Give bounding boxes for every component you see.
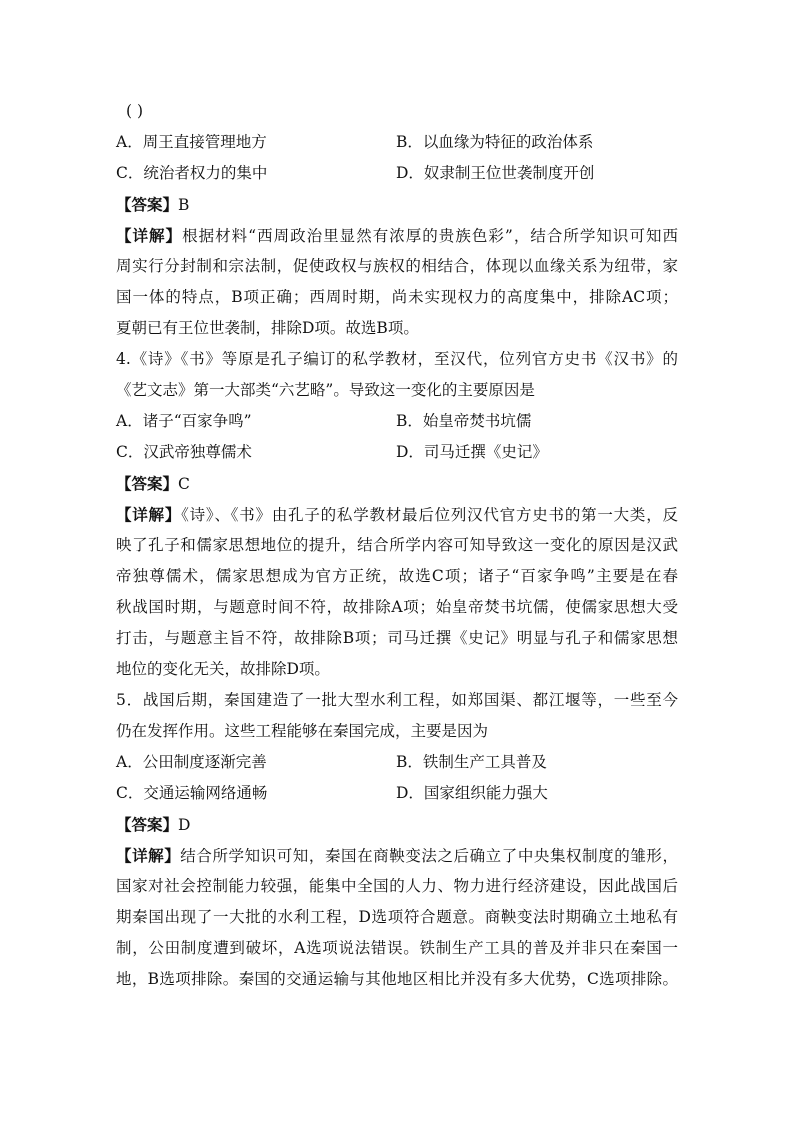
q4-detail-line-3: 帝独尊儒术，儒家思想成为官方正统，故选C项；诸子“百家争鸣”主要是在春 (116, 567, 678, 585)
q3-detail-line-3: 国一体的特点，B项正确；西周时期，尚未实现权力的高度集中，排除AC项； (116, 288, 678, 306)
q3-answer (116, 189, 678, 220)
q5-answer (116, 809, 678, 840)
detail-label: 【详解】 (116, 505, 182, 524)
q4-detail-line-6: 地位的变化无关，故排除D项。 (116, 660, 330, 678)
q5-detail-line-2: 国家对社会控制能力较强，能集中全国的人力、物力进行经济建设，因此战国后 (116, 877, 678, 895)
q4-option-c: C．汉武帝独尊儒术 (116, 443, 252, 461)
q4-stem-line-2: 《艺文志》第一大部类“六艺略”。导致这一变化的主要原因是 (116, 381, 535, 399)
q5-stem-line-1: 5．战国后期，秦国建造了一批大型水利工程，如郑国渠、都江堰等，一些至今 (116, 691, 678, 709)
q3-option-b: B．以血缘为特征的政治体系 (396, 133, 594, 151)
detail-label: 【详解】 (116, 226, 183, 245)
q4-answer (116, 468, 678, 499)
q3-detail-line-2: 周实行分封制和宗法制，促使政权与族权的相结合，体现以血缘关系为纽带，家 (116, 257, 678, 275)
q5-detail-line-3: 期秦国出现了一大批的水利工程，D选项符合题意。商鞅变法时期确立土地私有 (116, 908, 678, 926)
q5-option-c: C．交通运输网络通畅 (116, 784, 268, 802)
q5-detail-line-1: 【详解】结合所学知识可知，秦国在商鞅变法之后确立了中央集权制度的雏形， (116, 846, 678, 865)
q3-answer-parentheses: ( ) (126, 102, 144, 120)
q4-detail-line-2: 映了孔子和儒家思想地位的提升，结合所学内容可知导致这一变化的原因是汉武 (116, 536, 678, 554)
q3-option-a: A．周王直接管理地方 (116, 133, 267, 151)
q3-detail-line-4: 夏朝已有王位世袭制，排除D项。故选B项。 (116, 319, 419, 337)
q4-answer-value: C (178, 475, 190, 493)
q4-detail-line-4: 秋战国时期，与题意时间不符，故排除A项；始皇帝焚书坑儒，使儒家思想大受 (116, 598, 678, 616)
q5-stem-line-2: 仍在发挥作用。这些工程能够在秦国完成，主要是因为 (116, 722, 489, 740)
q5-detail-line-4: 制，公田制度遭到破坏，A选项说法错误。铁制生产工具的普及并非只在秦国一 (116, 939, 678, 957)
q5-answer-value: D (178, 816, 191, 834)
q3-options-row-1 (116, 127, 678, 158)
q5-options-row-2 (116, 778, 678, 809)
q4-detail-line-1: 【详解】《诗》、《书》由孔子的私学教材最后位列汉代官方史书的第一大类，反 (116, 505, 678, 524)
q5-options-row-1 (116, 747, 678, 778)
q5-option-b: B．铁制生产工具普及 (396, 753, 547, 771)
q3-option-d: D．奴隶制王位世袭制度开创 (396, 164, 595, 182)
answer-label: 【答案】 (116, 815, 179, 834)
q4-option-a: A．诸子“百家争鸣” (116, 412, 252, 430)
q4-stem-line-1: 4.《诗》《书》等原是孔子编订的私学教材，至汉代，位列官方史书《汉书》的 (116, 350, 678, 368)
q5-detail-line-5: 地，B选项排除。秦国的交通运输与其他地区相比并没有多大优势，C选项排除。 (116, 970, 678, 988)
q4-option-b: B．始皇帝焚书坑儒 (396, 412, 532, 430)
q3-detail-line-1: 【详解】根据材料“西周政治里显然有浓厚的贵族色彩”，结合所学知识可知西 (116, 226, 678, 245)
q3-options-row-2 (116, 158, 678, 189)
q5-option-d: D．国家组织能力强大 (396, 784, 548, 802)
q4-options-row-2 (116, 437, 678, 468)
q3-answer-value: B (178, 196, 190, 214)
q5-option-a: A．公田制度逐渐完善 (116, 753, 267, 771)
q4-option-d: D．司马迁撰《史记》 (396, 443, 548, 461)
answer-label: 【答案】 (116, 474, 179, 493)
document-content (116, 96, 678, 995)
q4-options-row-1 (116, 406, 678, 437)
q4-detail-line-5: 打击，与题意主旨不符，故排除B项；司马迁撰《史记》明显与孔子和儒家思想 (116, 629, 678, 647)
answer-label: 【答案】 (116, 195, 179, 214)
detail-label: 【详解】 (116, 846, 181, 865)
q3-option-c: C．统治者权力的集中 (116, 164, 268, 182)
